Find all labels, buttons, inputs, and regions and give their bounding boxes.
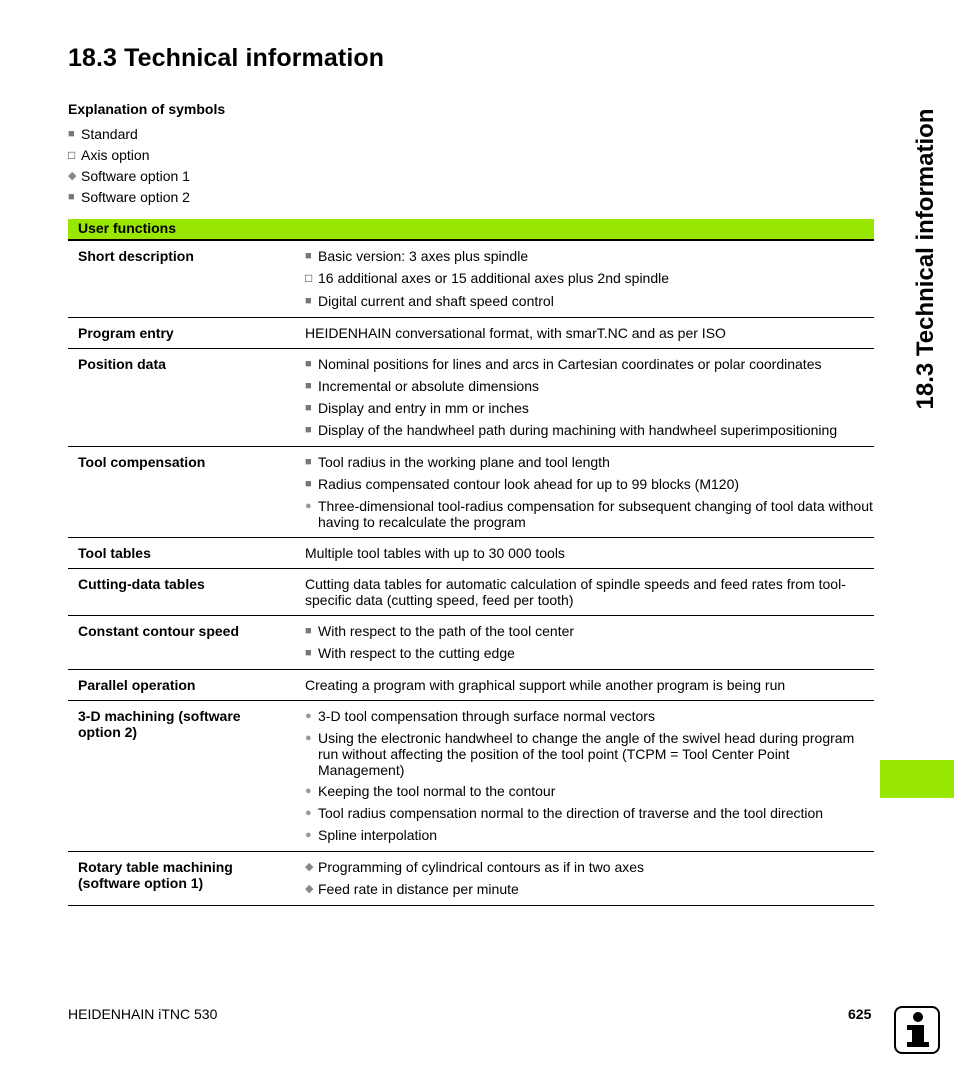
- table-row: [68, 701, 874, 852]
- feature-text: Incremental or absolute dimensions: [318, 378, 540, 394]
- circ-bullet-icon: [305, 730, 318, 778]
- sq-bullet-icon: [305, 293, 318, 310]
- feature-item: [305, 270, 874, 288]
- feature-item: [305, 708, 874, 725]
- symbol-label: Software option 2: [81, 189, 190, 205]
- sq-bullet-icon: [305, 378, 318, 395]
- feature-item: [305, 498, 874, 530]
- sq-bullet-icon: [68, 126, 81, 143]
- table-row: [68, 447, 874, 538]
- symbol-item: [68, 168, 190, 189]
- feature-text: Using the electronic handwheel to change the angle of the swivel head during program run without affecting the position of the tool point (TCPM = Tool Center Point Management): [318, 730, 855, 778]
- sq-bullet-icon: [305, 248, 318, 265]
- feature-item: [305, 827, 874, 844]
- feature-text: Digital current and shaft speed control: [318, 293, 554, 309]
- feature-text: Cutting data tables for automatic calculation of spindle speeds and feed rates from tool-specific data (cutting speed, feed per tooth): [305, 576, 846, 608]
- circ-bullet-icon: [305, 805, 318, 822]
- symbol-label: Axis option: [81, 147, 150, 163]
- chapter-tab-marker: [880, 760, 954, 798]
- dia-bullet-icon: [305, 881, 318, 898]
- row-content: [305, 857, 874, 898]
- row-content: [305, 452, 874, 530]
- row-content: [305, 246, 874, 310]
- feature-text: Display of the handwheel path during machining with handwheel superimpositioning: [318, 422, 838, 438]
- osq-bullet-icon: [68, 147, 81, 165]
- feature-item: [305, 400, 874, 417]
- row-label: Cutting-data tables: [78, 576, 205, 592]
- table-header-bar: User functions: [68, 219, 874, 241]
- feature-item: [305, 859, 874, 876]
- side-chapter-title: [906, 50, 946, 480]
- feature-item: [305, 422, 874, 439]
- table-row: [68, 241, 874, 318]
- symbol-item: [68, 189, 190, 210]
- feature-text: Nominal positions for lines and arcs in Cartesian coordinates or polar coordinates: [318, 356, 822, 372]
- sq-bullet-icon: [305, 454, 318, 471]
- feature-item: [305, 730, 874, 778]
- table-row: [68, 616, 874, 670]
- side-chapter-title-text: 18.3 Technical information: [912, 108, 939, 410]
- sq-bullet-icon: [305, 356, 318, 373]
- table-row: [68, 349, 874, 447]
- feature-text: 3-D tool compensation through surface normal vectors: [318, 708, 655, 724]
- sq-bullet-icon: [305, 476, 318, 493]
- symbols-heading: Explanation of symbols: [68, 101, 226, 117]
- feature-text: Display and entry in mm or inches: [318, 400, 529, 416]
- row-label: Parallel operation: [78, 677, 196, 693]
- symbol-label: Software option 1: [81, 168, 190, 184]
- row-label: Tool tables: [78, 545, 151, 561]
- feature-text: With respect to the path of the tool center: [318, 623, 575, 639]
- info-glyph: [903, 1010, 931, 1050]
- feature-text: Feed rate in distance per minute: [318, 881, 519, 897]
- symbol-item: [68, 126, 190, 147]
- footer-product: HEIDENHAIN iTNC 530: [68, 1006, 218, 1022]
- dia-bullet-icon: [305, 859, 318, 876]
- feature-text: HEIDENHAIN conversational format, with smarT.NC and as per ISO: [305, 325, 726, 341]
- table-row: [68, 318, 874, 349]
- feature-text: Multiple tool tables with up to 30 000 tools: [305, 545, 565, 561]
- feature-item: [305, 645, 874, 662]
- feature-text: With respect to the cutting edge: [318, 645, 515, 661]
- osq-bullet-icon: [305, 270, 318, 288]
- feature-text: Spline interpolation: [318, 827, 438, 843]
- feature-text: Radius compensated contour look ahead for up to 99 blocks (M120): [318, 476, 740, 492]
- table-row: [68, 852, 874, 906]
- sq-bullet-icon: [305, 422, 318, 439]
- feature-item: [305, 454, 874, 471]
- circ-bullet-icon: [305, 783, 318, 800]
- row-label: Short description: [78, 248, 194, 264]
- dia-bullet-icon: [68, 168, 81, 185]
- feature-item: [305, 805, 874, 822]
- row-content: [305, 354, 874, 439]
- row-label: Rotary table machining (software option 1): [78, 859, 233, 891]
- feature-item: [305, 293, 874, 310]
- feature-text: Tool radius in the working plane and tool length: [318, 454, 610, 470]
- row-content: [305, 543, 874, 561]
- table-row: [68, 538, 874, 569]
- feature-text: Creating a program with graphical support while another program is being run: [305, 677, 786, 693]
- feature-item: [305, 356, 874, 373]
- row-content: [305, 675, 874, 693]
- sq-bullet-icon: [305, 623, 318, 640]
- row-content: [305, 706, 874, 844]
- circ-bullet-icon: [305, 498, 318, 530]
- sq-bullet-icon: [68, 189, 81, 206]
- row-label: Position data: [78, 356, 166, 372]
- feature-item: [305, 881, 874, 898]
- table-row: [68, 670, 874, 701]
- row-content: [305, 574, 874, 608]
- feature-item: [305, 248, 874, 265]
- page-title: 18.3 Technical information: [68, 44, 385, 72]
- row-label: Constant contour speed: [78, 623, 240, 639]
- table-body: [68, 241, 874, 906]
- feature-item: [305, 378, 874, 395]
- row-label: Program entry: [78, 325, 174, 341]
- feature-item: [305, 783, 874, 800]
- row-content: [305, 323, 874, 341]
- feature-text: Programming of cylindrical contours as if in two axes: [318, 859, 645, 875]
- circ-bullet-icon: [305, 827, 318, 844]
- feature-item: [305, 623, 874, 640]
- feature-text: Tool radius compensation normal to the direction of traverse and the tool direction: [318, 805, 824, 821]
- symbol-label: Standard: [81, 126, 138, 142]
- info-icon: [894, 1006, 940, 1054]
- page-number: 625: [848, 1006, 872, 1022]
- feature-text: Basic version: 3 axes plus spindle: [318, 248, 529, 264]
- sq-bullet-icon: [305, 400, 318, 417]
- feature-text: Three-dimensional tool-radius compensation for subsequent changing of tool data without having to recalculate the program: [318, 498, 873, 530]
- table-row: [68, 569, 874, 616]
- row-label: Tool compensation: [78, 454, 206, 470]
- symbols-list: [68, 126, 190, 210]
- feature-item: [305, 476, 874, 493]
- feature-text: 16 additional axes or 15 additional axes plus 2nd spindle: [318, 270, 670, 286]
- feature-text: Keeping the tool normal to the contour: [318, 783, 556, 799]
- circ-bullet-icon: [305, 708, 318, 725]
- user-functions-table: [68, 219, 874, 906]
- symbol-item: [68, 147, 190, 168]
- sq-bullet-icon: [305, 645, 318, 662]
- row-label: 3-D machining (software option 2): [78, 708, 241, 740]
- row-content: [305, 621, 874, 662]
